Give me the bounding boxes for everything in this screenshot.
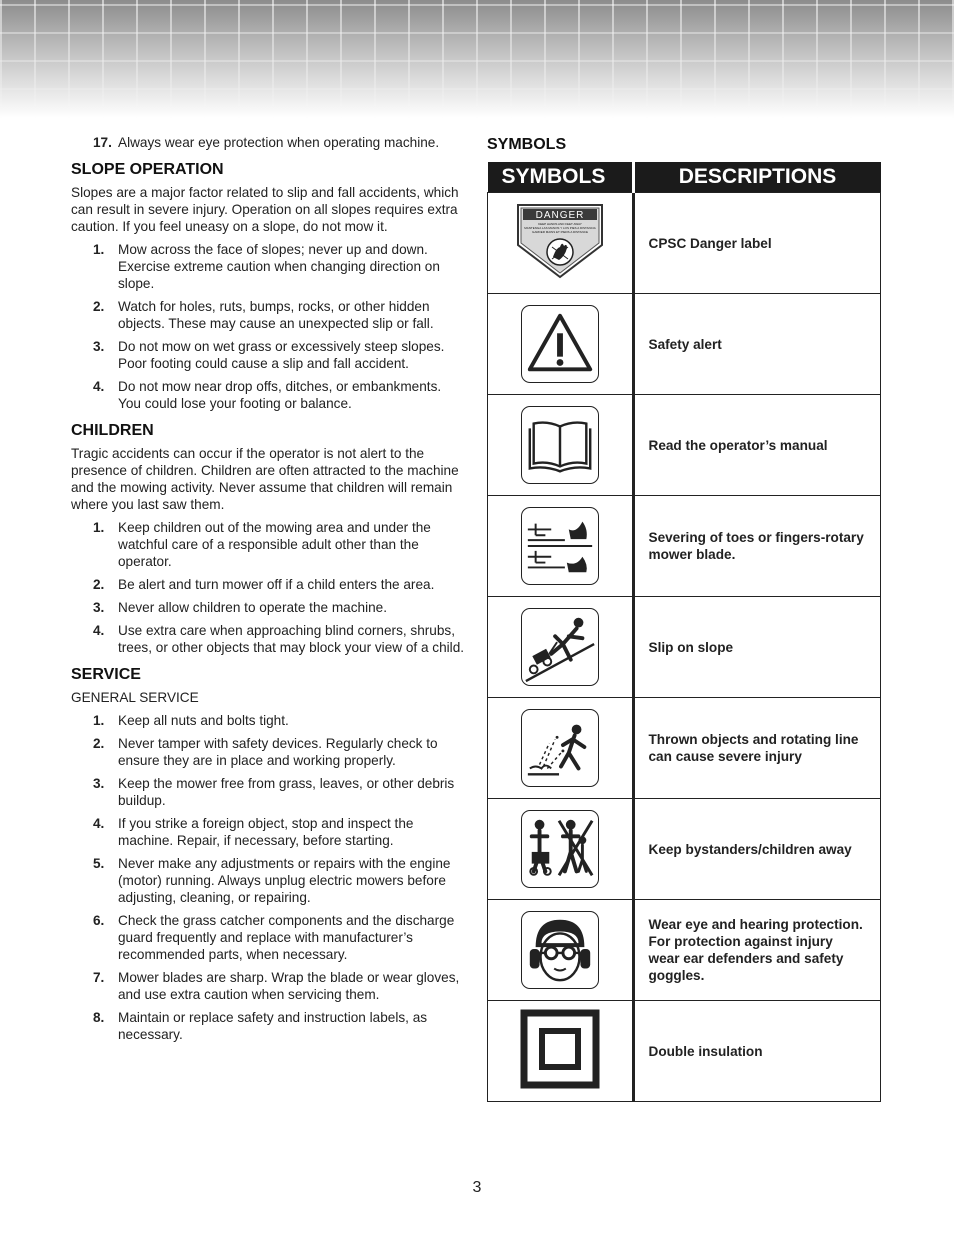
children-intro: Tragic accidents can occur if the operator is not alert to the presence of children. Children are often attracted to the machine and the mowing activity. Never assume that children will remain where you last saw them. <box>71 446 459 512</box>
children-heading: CHILDREN <box>71 422 154 439</box>
symbol-cell <box>488 193 634 294</box>
item-number: 2. <box>93 577 105 592</box>
table-row <box>488 294 881 395</box>
list-item <box>71 134 466 151</box>
double-insulation-icon <box>520 1009 600 1089</box>
item-number: 4. <box>93 816 105 831</box>
symbols-column <box>487 134 881 1102</box>
list-item <box>71 519 466 570</box>
item-number: 2. <box>93 736 105 751</box>
symbol-description: Thrown objects and rotating line can cause severe injury <box>633 698 881 799</box>
item-number: 8. <box>93 1010 105 1025</box>
table-row <box>488 597 881 698</box>
danger-word: DANGER <box>535 209 585 221</box>
safety-alert-icon <box>521 305 599 383</box>
item-number: 4. <box>93 379 105 394</box>
item-number: 7. <box>93 970 105 985</box>
item-text: Keep the mower free from grass, leaves, or other debris buildup. <box>118 776 455 808</box>
item-number: 3. <box>93 600 105 615</box>
symbol-description: Double insulation <box>633 1001 881 1102</box>
item-text: Never make any adjustments or repairs with the engine (motor) running. Always unplug electric mowers before adjusting, cleaning, or repairing. <box>118 856 451 905</box>
list-item <box>71 815 466 849</box>
item-text: Keep children out of the mowing area and under the watchful care of a responsible adult other than the operator. <box>118 520 431 569</box>
thrown-objects-icon <box>521 709 599 787</box>
list-item <box>71 378 466 412</box>
header-grid-pattern <box>0 0 954 118</box>
item-text: Never tamper with safety devices. Regularly check to ensure they are in place and working properly. <box>118 736 438 768</box>
item-text: Watch for holes, ruts, bumps, rocks, or other hidden objects. These may cause an unexpected slip or fall. <box>118 299 434 331</box>
children-list <box>71 519 466 656</box>
list-item <box>71 241 466 292</box>
item-text: Always wear eye protection when operating machine. <box>118 135 440 150</box>
item-number: 6. <box>93 913 105 928</box>
symbol-cell <box>488 294 634 395</box>
service-heading: SERVICE <box>71 666 141 683</box>
symbol-cell <box>488 799 634 900</box>
list-item <box>71 298 466 332</box>
list-item <box>71 775 466 809</box>
symbol-cell <box>488 597 634 698</box>
item-number: 2. <box>93 299 105 314</box>
item-text: Never allow children to operate the machine. <box>118 600 388 615</box>
descriptions-column-header: DESCRIPTIONS <box>633 162 881 193</box>
symbols-column-header: SYMBOLS <box>488 162 634 193</box>
slope-intro: Slopes are a major factor related to slip and fall accidents, which can result in severe injury. Operation on all slopes requires extra caution. If you feel uneasy on a slope, do not mow it. <box>71 185 459 234</box>
symbols-table <box>487 162 881 1102</box>
symbols-heading: SYMBOLS <box>487 136 567 153</box>
list-item <box>71 969 466 1003</box>
item-number: 1. <box>93 520 105 535</box>
general-service-subheading: GENERAL SERVICE <box>71 690 199 705</box>
symbol-cell <box>488 698 634 799</box>
symbol-description: Wear eye and hearing protection. For protection against injury wear ear defenders and safety goggles. <box>633 900 881 1001</box>
eye-ear-protection-icon <box>521 911 599 989</box>
item-text: Keep all nuts and bolts tight. <box>118 713 289 728</box>
blade-severing-icon <box>521 507 599 585</box>
page-number: 3 <box>472 1179 482 1196</box>
table-row <box>488 1001 881 1102</box>
table-row <box>488 193 881 294</box>
danger-small-line-2: MANTENGA LAS MANOS Y LOS PIES A DISTANCIA <box>523 225 596 230</box>
item-number: 1. <box>93 242 105 257</box>
table-row <box>488 900 881 1001</box>
list-item <box>71 712 466 729</box>
table-row <box>488 395 881 496</box>
list-item <box>71 338 466 372</box>
service-list <box>71 712 466 1043</box>
slope-operation-heading: SLOPE OPERATION <box>71 161 224 178</box>
list-item <box>71 1009 466 1043</box>
table-row <box>488 496 881 597</box>
danger-label-icon <box>515 203 605 279</box>
item-text: Mower blades are sharp. Wrap the blade or wear gloves, and use extra caution when servicing them. <box>118 970 460 1002</box>
symbol-cell <box>488 900 634 1001</box>
symbol-cell <box>488 395 634 496</box>
list-item <box>71 912 466 963</box>
list-item <box>71 576 466 593</box>
item-text: If you strike a foreign object, stop and inspect the machine. Repair, if necessary, before starting. <box>118 816 414 848</box>
item-text: Mow across the face of slopes; never up and down. Exercise extreme caution when changing direction on slope. <box>118 242 440 291</box>
list-item <box>71 599 466 616</box>
item-text: Check the grass catcher components and the discharge guard frequently and replace with manufacturer’s recommended parts, when necessary. <box>118 913 455 962</box>
item-text: Be alert and turn mower off if a child enters the area. <box>118 577 435 592</box>
danger-small-line-1: KEEP HANDS AND FEET AWAY <box>537 221 582 226</box>
symbol-description: CPSC Danger label <box>633 193 881 294</box>
item-17-list <box>71 134 466 151</box>
symbol-description: Keep bystanders/children away <box>633 799 881 900</box>
slope-list <box>71 241 466 412</box>
table-row <box>488 698 881 799</box>
slip-on-slope-icon <box>521 608 599 686</box>
symbol-cell <box>488 1001 634 1102</box>
list-item <box>71 622 466 656</box>
symbol-description: Severing of toes or fingers-rotary mower blade. <box>633 496 881 597</box>
symbol-description: Slip on slope <box>633 597 881 698</box>
operators-manual-icon <box>521 406 599 484</box>
item-number: 1. <box>93 713 105 728</box>
item-number: 5. <box>93 856 105 871</box>
item-number: 17. <box>93 135 112 150</box>
list-item <box>71 735 466 769</box>
item-text: Do not mow on wet grass or excessively steep slopes. Poor footing could cause a slip and fall accident. <box>118 339 445 371</box>
left-column <box>71 134 466 1049</box>
symbol-description: Read the operator’s manual <box>633 395 881 496</box>
table-header-row <box>488 162 881 193</box>
symbol-description: Safety alert <box>633 294 881 395</box>
danger-small-line-3: GARDER MAINS ET PIEDS A DISTANCE <box>531 229 588 234</box>
item-text: Maintain or replace safety and instruction labels, as necessary. <box>118 1010 428 1042</box>
list-item <box>71 855 466 906</box>
symbol-cell <box>488 496 634 597</box>
item-number: 3. <box>93 339 105 354</box>
bystanders-away-icon <box>521 810 599 888</box>
table-row <box>488 799 881 900</box>
item-text: Do not mow near drop offs, ditches, or embankments. You could lose your footing or balance. <box>118 379 442 411</box>
item-text: Use extra care when approaching blind corners, shrubs, trees, or other objects that may block your view of a child. <box>118 623 465 655</box>
item-number: 3. <box>93 776 105 791</box>
item-number: 4. <box>93 623 105 638</box>
